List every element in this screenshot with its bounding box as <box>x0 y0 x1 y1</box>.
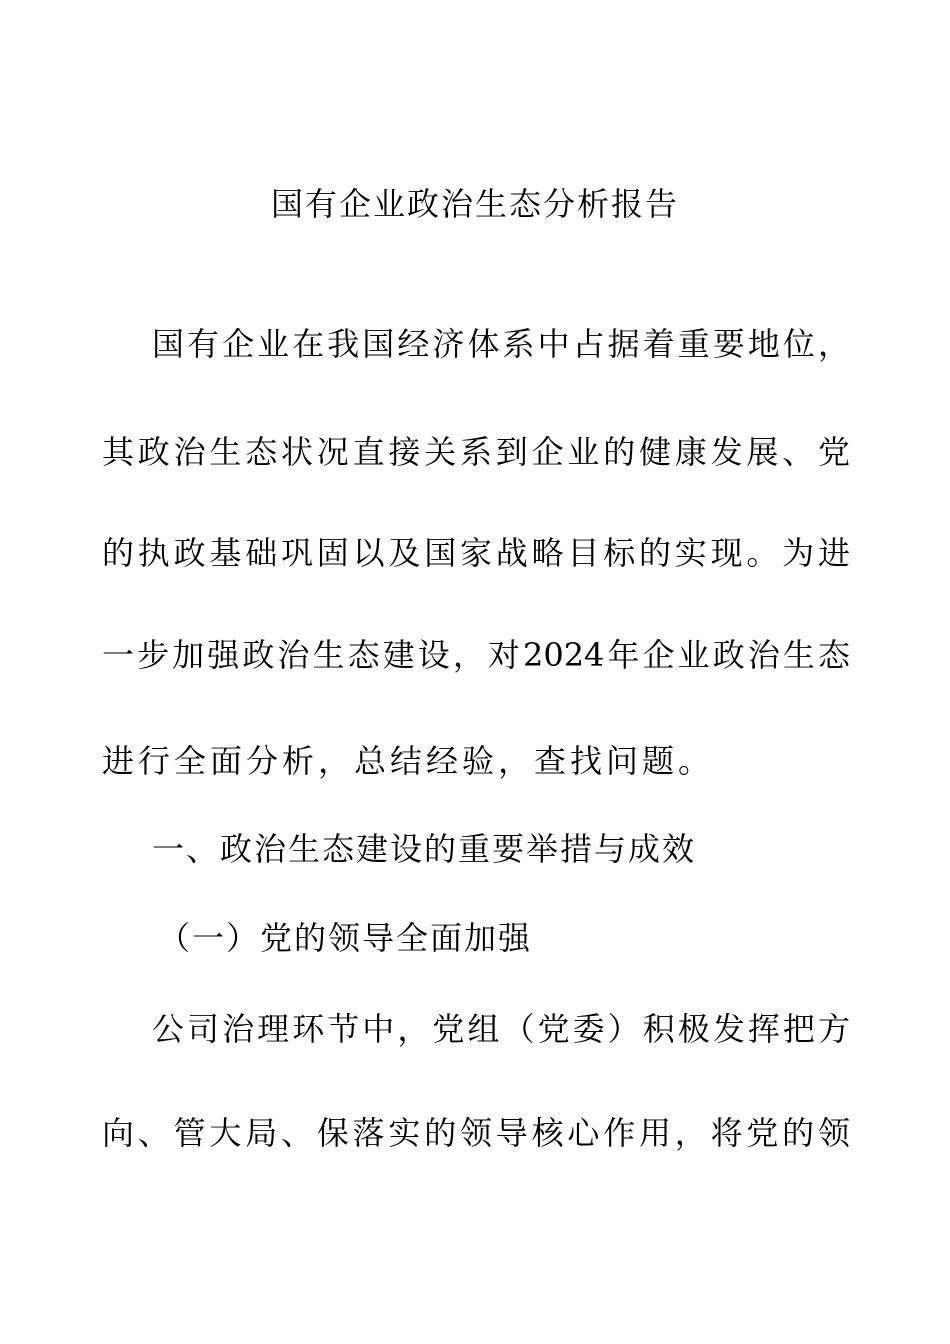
intro-line-5: 进行全面分析，总结经验，查找问题。 <box>102 742 715 780</box>
section-heading: 一、政治生态建设的重要举措与成效 <box>152 830 697 868</box>
intro-line-4: 一步加强政治生态建设，对2024年企业政治生态 <box>102 636 850 674</box>
intro-line-1: 国有企业在我国经济体系中占据着重要地位， <box>152 325 850 363</box>
subsection-heading: （一）党的领导全面加强 <box>158 919 533 957</box>
intro-line-3: 的执政基础巩固以及国家战略目标的实现。为进 <box>102 534 850 572</box>
intro-line-2: 其政治生态状况直接关系到企业的健康发展、党 <box>102 433 850 471</box>
document-title: 国有企业政治生态分析报告 <box>270 185 679 223</box>
para2-line-2: 向、管大局、保落实的领导核心作用，将党的领 <box>102 1114 850 1152</box>
para2-line-1: 公司治理环节中，党组（党委）积极发挥把方 <box>152 1010 850 1048</box>
